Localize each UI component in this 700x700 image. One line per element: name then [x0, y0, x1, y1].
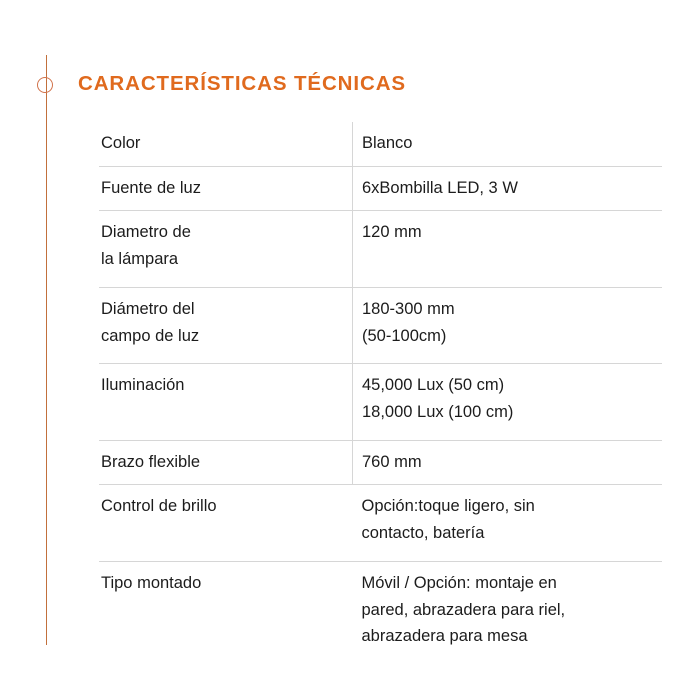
circle-outline-icon	[37, 77, 53, 93]
spec-value	[353, 287, 663, 363]
spec-label-line: campo de luz	[101, 326, 200, 345]
spec-label-line: Diámetro del	[101, 299, 195, 318]
spec-label	[99, 287, 353, 363]
spec-label	[99, 122, 353, 166]
spec-value-line: abrazadera para mesa	[361, 627, 528, 646]
spec-value-line: (50-100cm)	[362, 326, 447, 345]
left-accent-rule	[46, 55, 47, 645]
spec-value-line: 120 mm	[362, 223, 422, 242]
spec-value	[353, 122, 663, 166]
spec-label-line: Diametro de	[101, 223, 191, 242]
spec-label-line: Control de brillo	[101, 497, 217, 516]
spec-value	[353, 485, 663, 561]
table-row	[99, 561, 662, 670]
spec-label-line: Iluminación	[101, 376, 185, 395]
spec-label	[99, 166, 353, 211]
table-row	[99, 211, 662, 287]
table-row	[99, 287, 662, 363]
table-row	[99, 364, 662, 440]
table-row	[99, 166, 662, 211]
spec-value	[353, 166, 663, 211]
spec-value	[353, 364, 663, 440]
spec-value-line: 18,000 Lux (100 cm)	[362, 403, 514, 422]
spec-value-line: 6xBombilla LED, 3 W	[362, 178, 518, 197]
spec-value-line: pared, abrazadera para riel,	[361, 600, 566, 619]
spec-label-line: Color	[101, 134, 141, 152]
spec-label-line: Brazo flexible	[101, 452, 201, 471]
spec-label	[99, 561, 353, 670]
spec-value	[353, 211, 663, 287]
spec-label-line: la lámpara	[101, 250, 179, 269]
spec-value-line: 760 mm	[362, 452, 422, 471]
spec-label	[99, 364, 353, 440]
spec-value-line: Opción:toque ligero, sin	[361, 497, 535, 516]
table-row	[99, 122, 662, 166]
spec-value-line: Móvil / Opción: montaje en	[361, 573, 557, 592]
spec-label-line: Tipo montado	[101, 573, 202, 592]
spec-value-line: Blanco	[362, 134, 413, 152]
spec-value	[353, 561, 663, 670]
spec-value-line: 45,000 Lux (50 cm)	[362, 376, 505, 395]
spec-label	[99, 440, 353, 485]
spec-label-line: Fuente de luz	[101, 178, 201, 197]
table-row	[99, 485, 662, 561]
spec-value-line: 180-300 mm	[362, 299, 455, 318]
table-row	[99, 440, 662, 485]
spec-value-line: contacto, batería	[361, 524, 485, 543]
spec-value	[353, 440, 663, 485]
spec-label	[99, 211, 353, 287]
page-title: CARACTERÍSTICAS TÉCNICAS	[78, 72, 406, 95]
spec-label	[99, 485, 353, 561]
technical-specifications-table	[99, 122, 662, 670]
